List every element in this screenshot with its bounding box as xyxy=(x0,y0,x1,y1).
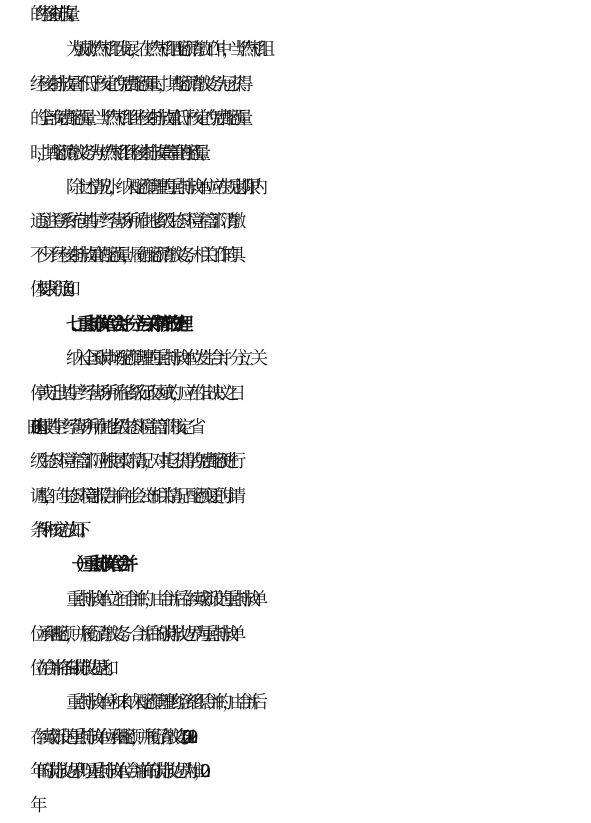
paragraph-line: 通过注登系统向其生产经营场所所在地省级生态环境主管部门清缴 xyxy=(30,212,236,232)
paragraph-line: 年的碳排放边界仍以重点排放单位合并前的碳排放边界为准，2020 xyxy=(30,762,200,782)
section-heading: 七、重点排放单位合并、分立与关停情况的处理 xyxy=(66,315,182,335)
paragraph-line: 的经核查排放量。 xyxy=(30,5,74,25)
paragraph-line: 重点排放单位和未纳入配额管理的经济组织合并的，由合并后 xyxy=(66,693,258,713)
paragraph-line: 级生态环境主管部门应根据实际情况，对其已获得的免费配额进行 xyxy=(30,452,236,472)
paragraph-line: 除上述情况外，纳入配额管理的重点排放单位应在规定期限内 xyxy=(66,178,258,198)
paragraph-line: 的全部免费配额量；当燃气机组经核查排放量低于核定的免费配额量 xyxy=(30,109,243,129)
paragraph-line: 纳入全国碳市场配额管理的重点排放单位发生合并、分立、关 xyxy=(66,349,258,369)
subsection-heading: （一）重点排放单位合并 xyxy=(66,555,127,575)
paragraph-line: 调整，向生态环境部报告并向社会公布相关情况。配额变更的申请 xyxy=(30,487,236,507)
paragraph-line: 位承继配额，并履行清缴义务。合并后的碳排放边界为重点排放单 xyxy=(30,625,236,645)
paragraph-line: 停或迁出其生产经营场所所在省级行政区域的，应在作出决议之日 xyxy=(30,384,236,404)
paragraph-line: 重点排放单位之间合并的，由合并后存续或新设的重点排放单 xyxy=(66,590,258,610)
paragraph-line: 体要求另行通知。 xyxy=(30,280,74,300)
paragraph-line: 起 30 日内报其生产经营场所所在地省级生态环境主管部门核定。省 xyxy=(30,418,195,438)
paragraph-line: 存续或新设的重点排放单位承继配额，并履行清缴义务。2019-2020 xyxy=(30,728,182,748)
paragraph-line: 位在合并前各自碳排放边界之和。 xyxy=(30,659,113,679)
paragraph-line: 为鼓励燃气机组发展，在燃气机组配额清缴工作中，当燃气机组 xyxy=(66,40,265,60)
paragraph-line: 条件和核定方法如下。 xyxy=(30,521,85,541)
paragraph-line: 时，其配额清缴义务为与燃气机组经核查排放量等量的配额量。 xyxy=(30,144,207,164)
paragraph-line: 年 xyxy=(30,796,36,816)
paragraph-line: 不少于经核查排放量的配额量，履行配额清缴义务，相关工作的具 xyxy=(30,246,236,266)
paragraph-line: 经核查排放量不低于核定的免费配额量时，其配额清缴义务为已获得 xyxy=(30,75,243,95)
